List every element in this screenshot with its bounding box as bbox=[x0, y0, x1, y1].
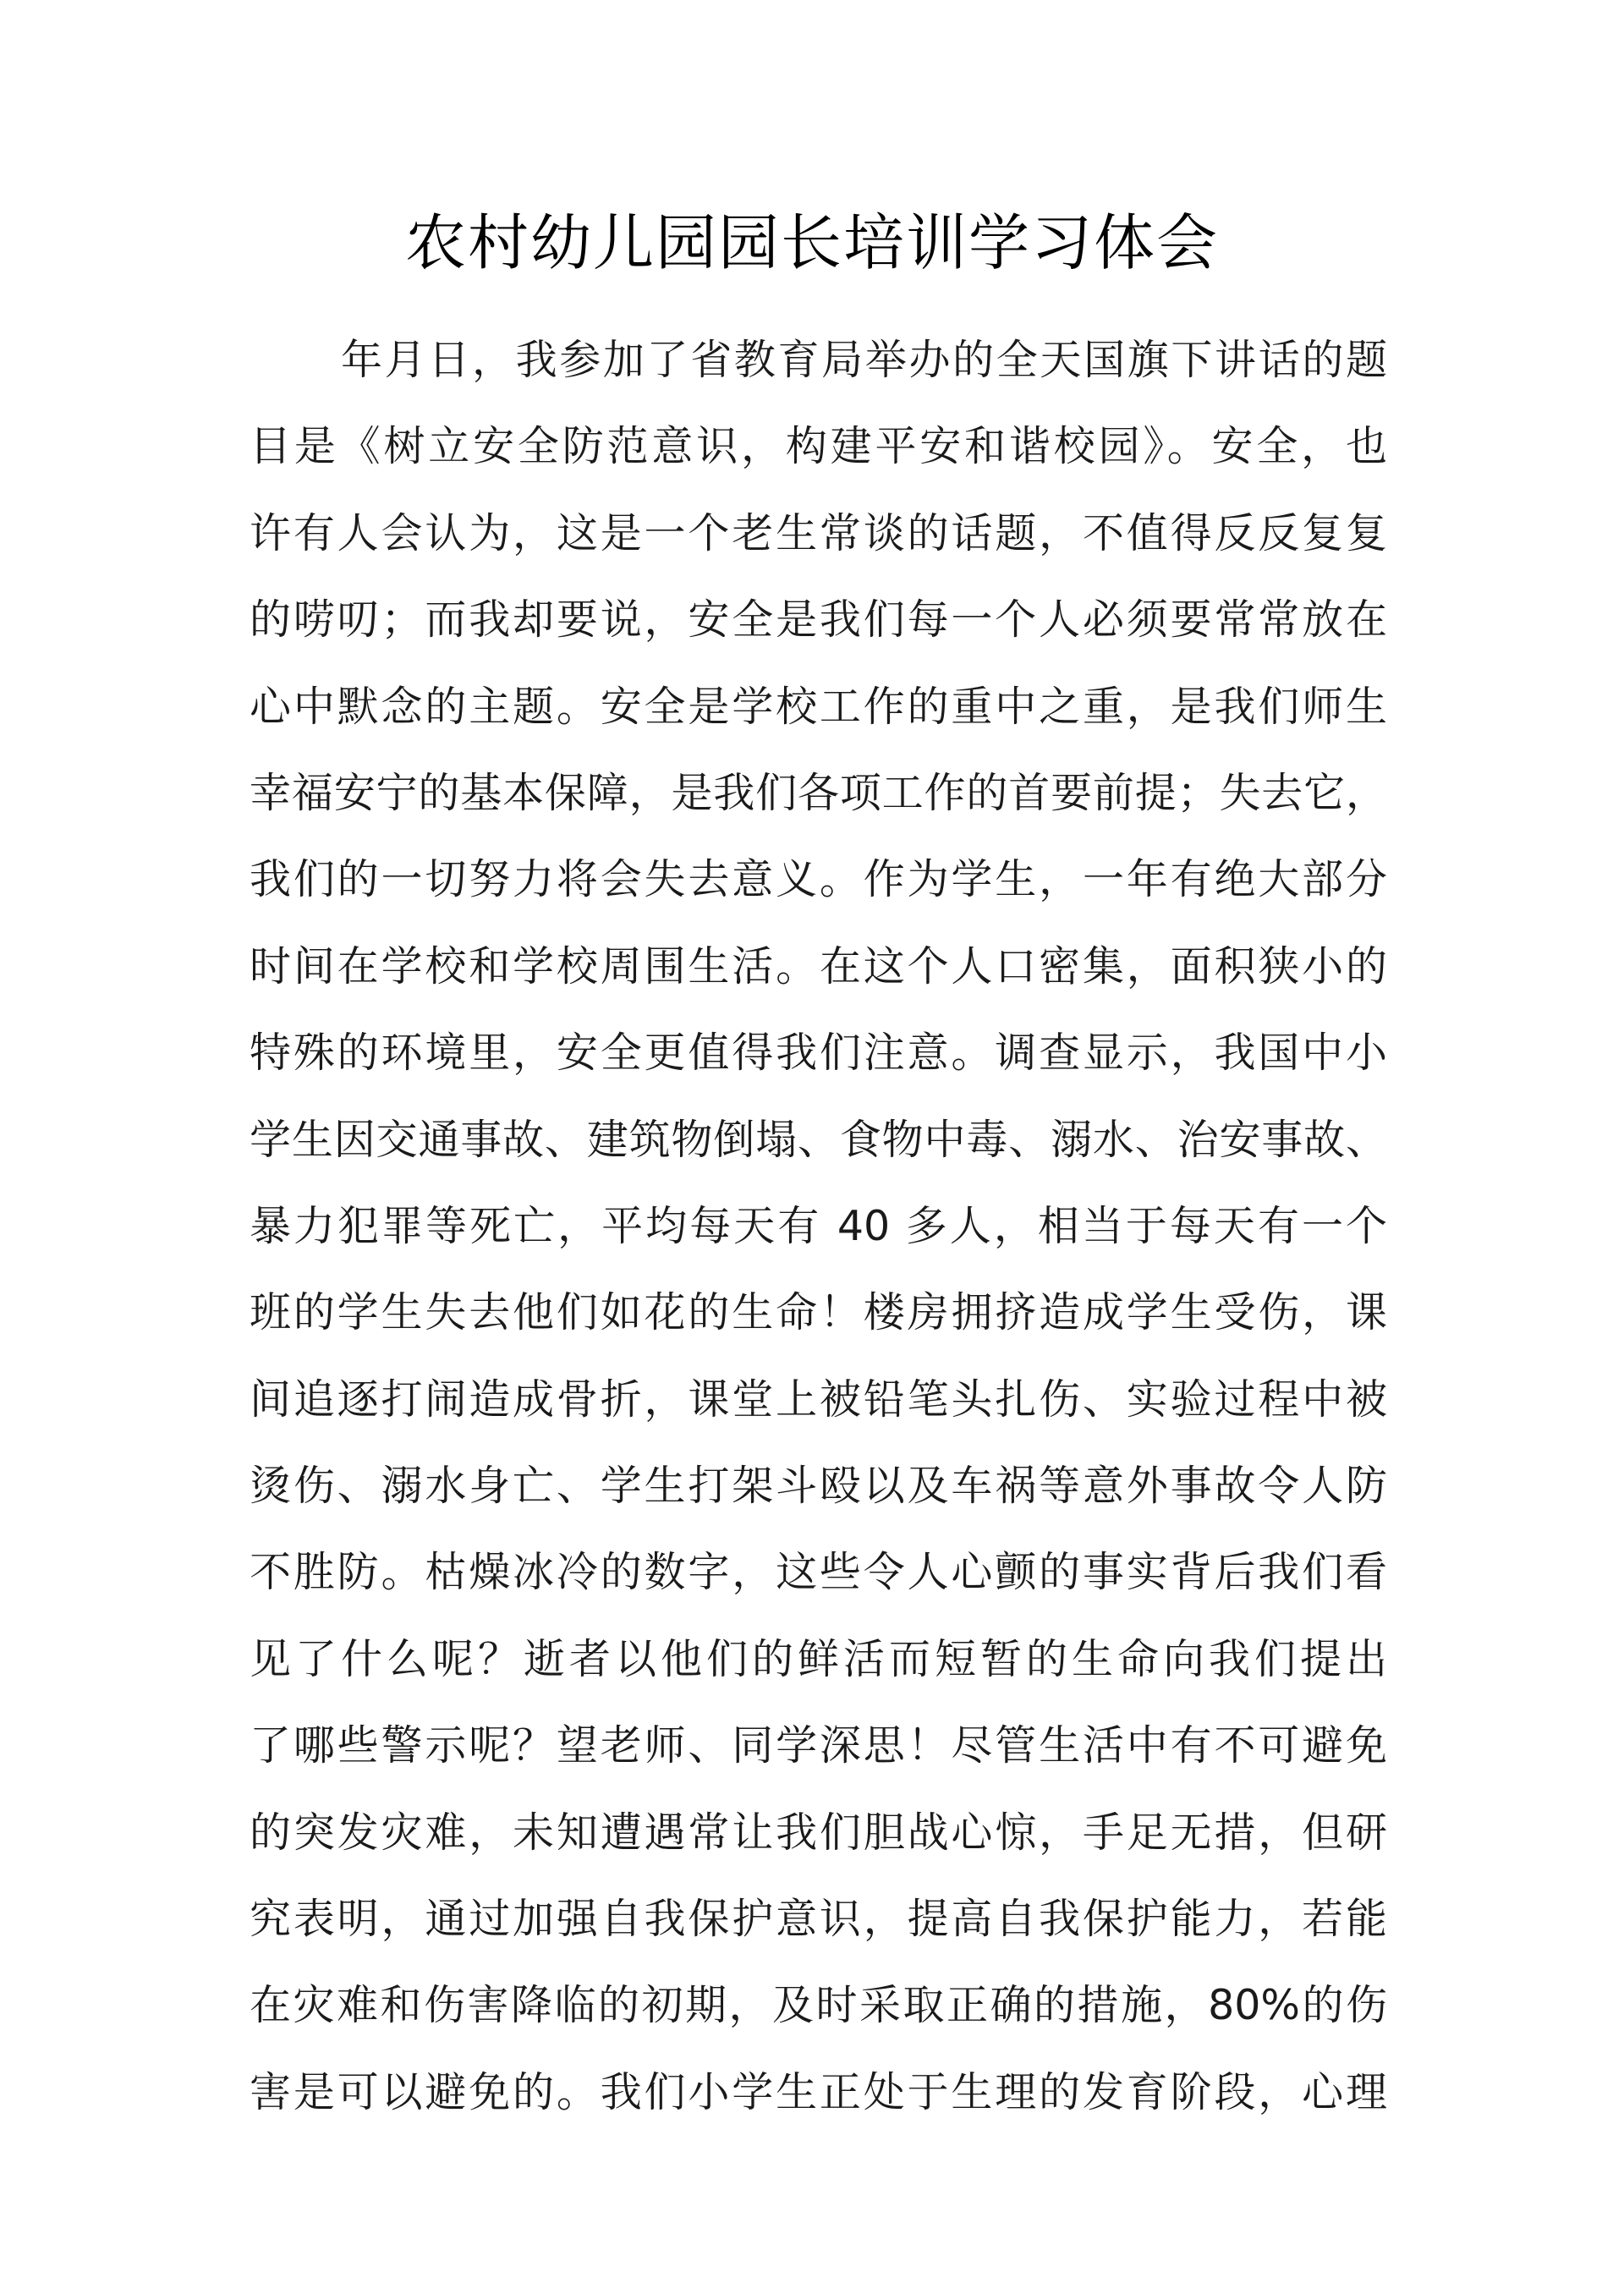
body-line: 烫伤、溺水身亡、学生打架斗殴以及车祸等意外事故令人防 bbox=[250, 1462, 1387, 1511]
body-line: 幸福安宁的基本保障，是我们各项工作的首要前提；失去它， bbox=[250, 768, 1387, 817]
body-line: 我们的一切努力将会失去意义。作为学生，一年有绝大部分 bbox=[250, 855, 1387, 904]
body-line: 间追逐打闹造成骨折，课堂上被铅笔头扎伤、实验过程中被 bbox=[250, 1375, 1387, 1424]
body-line: 暴力犯罪等死亡，平均每天有 40 多人，相当于每天有一个 bbox=[250, 1201, 1387, 1250]
body-line: 究表明，通过加强自我保护意识，提高自我保护能力，若能 bbox=[250, 1895, 1387, 1944]
document-body bbox=[250, 317, 1387, 2136]
body-line: 班的学生失去他们如花的生命！楼房拥挤造成学生受伤，课 bbox=[250, 1288, 1387, 1337]
body-line: 年月日，我参加了省教育局举办的全天国旗下讲话的题 bbox=[341, 336, 1387, 384]
body-line: 了哪些警示呢？望老师、同学深思！尽管生活中有不可避免 bbox=[250, 1721, 1387, 1770]
body-line: 目是《树立安全防范意识，构建平安和谐校园》。安全，也 bbox=[250, 422, 1387, 471]
body-line: 许有人会认为，这是一个老生常谈的话题，不值得反反复复 bbox=[250, 508, 1387, 557]
body-line: 在灾难和伤害降临的初期，及时采取正确的措施，80%的伤 bbox=[250, 1981, 1387, 2030]
body-line: 特殊的环境里，安全更值得我们注意。调查显示，我国中小 bbox=[250, 1029, 1387, 1078]
body-line: 不胜防。枯燥冰冷的数字，这些令人心颤的事实背后我们看 bbox=[250, 1548, 1387, 1597]
body-line: 害是可以避免的。我们小学生正处于生理的发育阶段，心理 bbox=[250, 2067, 1387, 2116]
body-line: 时间在学校和学校周围生活。在这个人口密集，面积狭小的 bbox=[250, 941, 1387, 991]
body-line: 心中默念的主题。安全是学校工作的重中之重，是我们师生 bbox=[250, 682, 1387, 731]
document-title: 农村幼儿园园长培训学习体会 bbox=[404, 207, 1219, 278]
body-line: 的唠叨；而我却要说，安全是我们每一个人必须要常常放在 bbox=[250, 595, 1387, 645]
body-line: 见了什么呢？逝者以他们的鲜活而短暂的生命向我们提出 bbox=[250, 1634, 1387, 1683]
body-line: 学生因交通事故、建筑物倒塌、食物中毒、溺水、治安事故、 bbox=[250, 1115, 1387, 1164]
body-line: 的突发灾难，未知遭遇常让我们胆战心惊，手足无措，但研 bbox=[250, 1808, 1387, 1857]
